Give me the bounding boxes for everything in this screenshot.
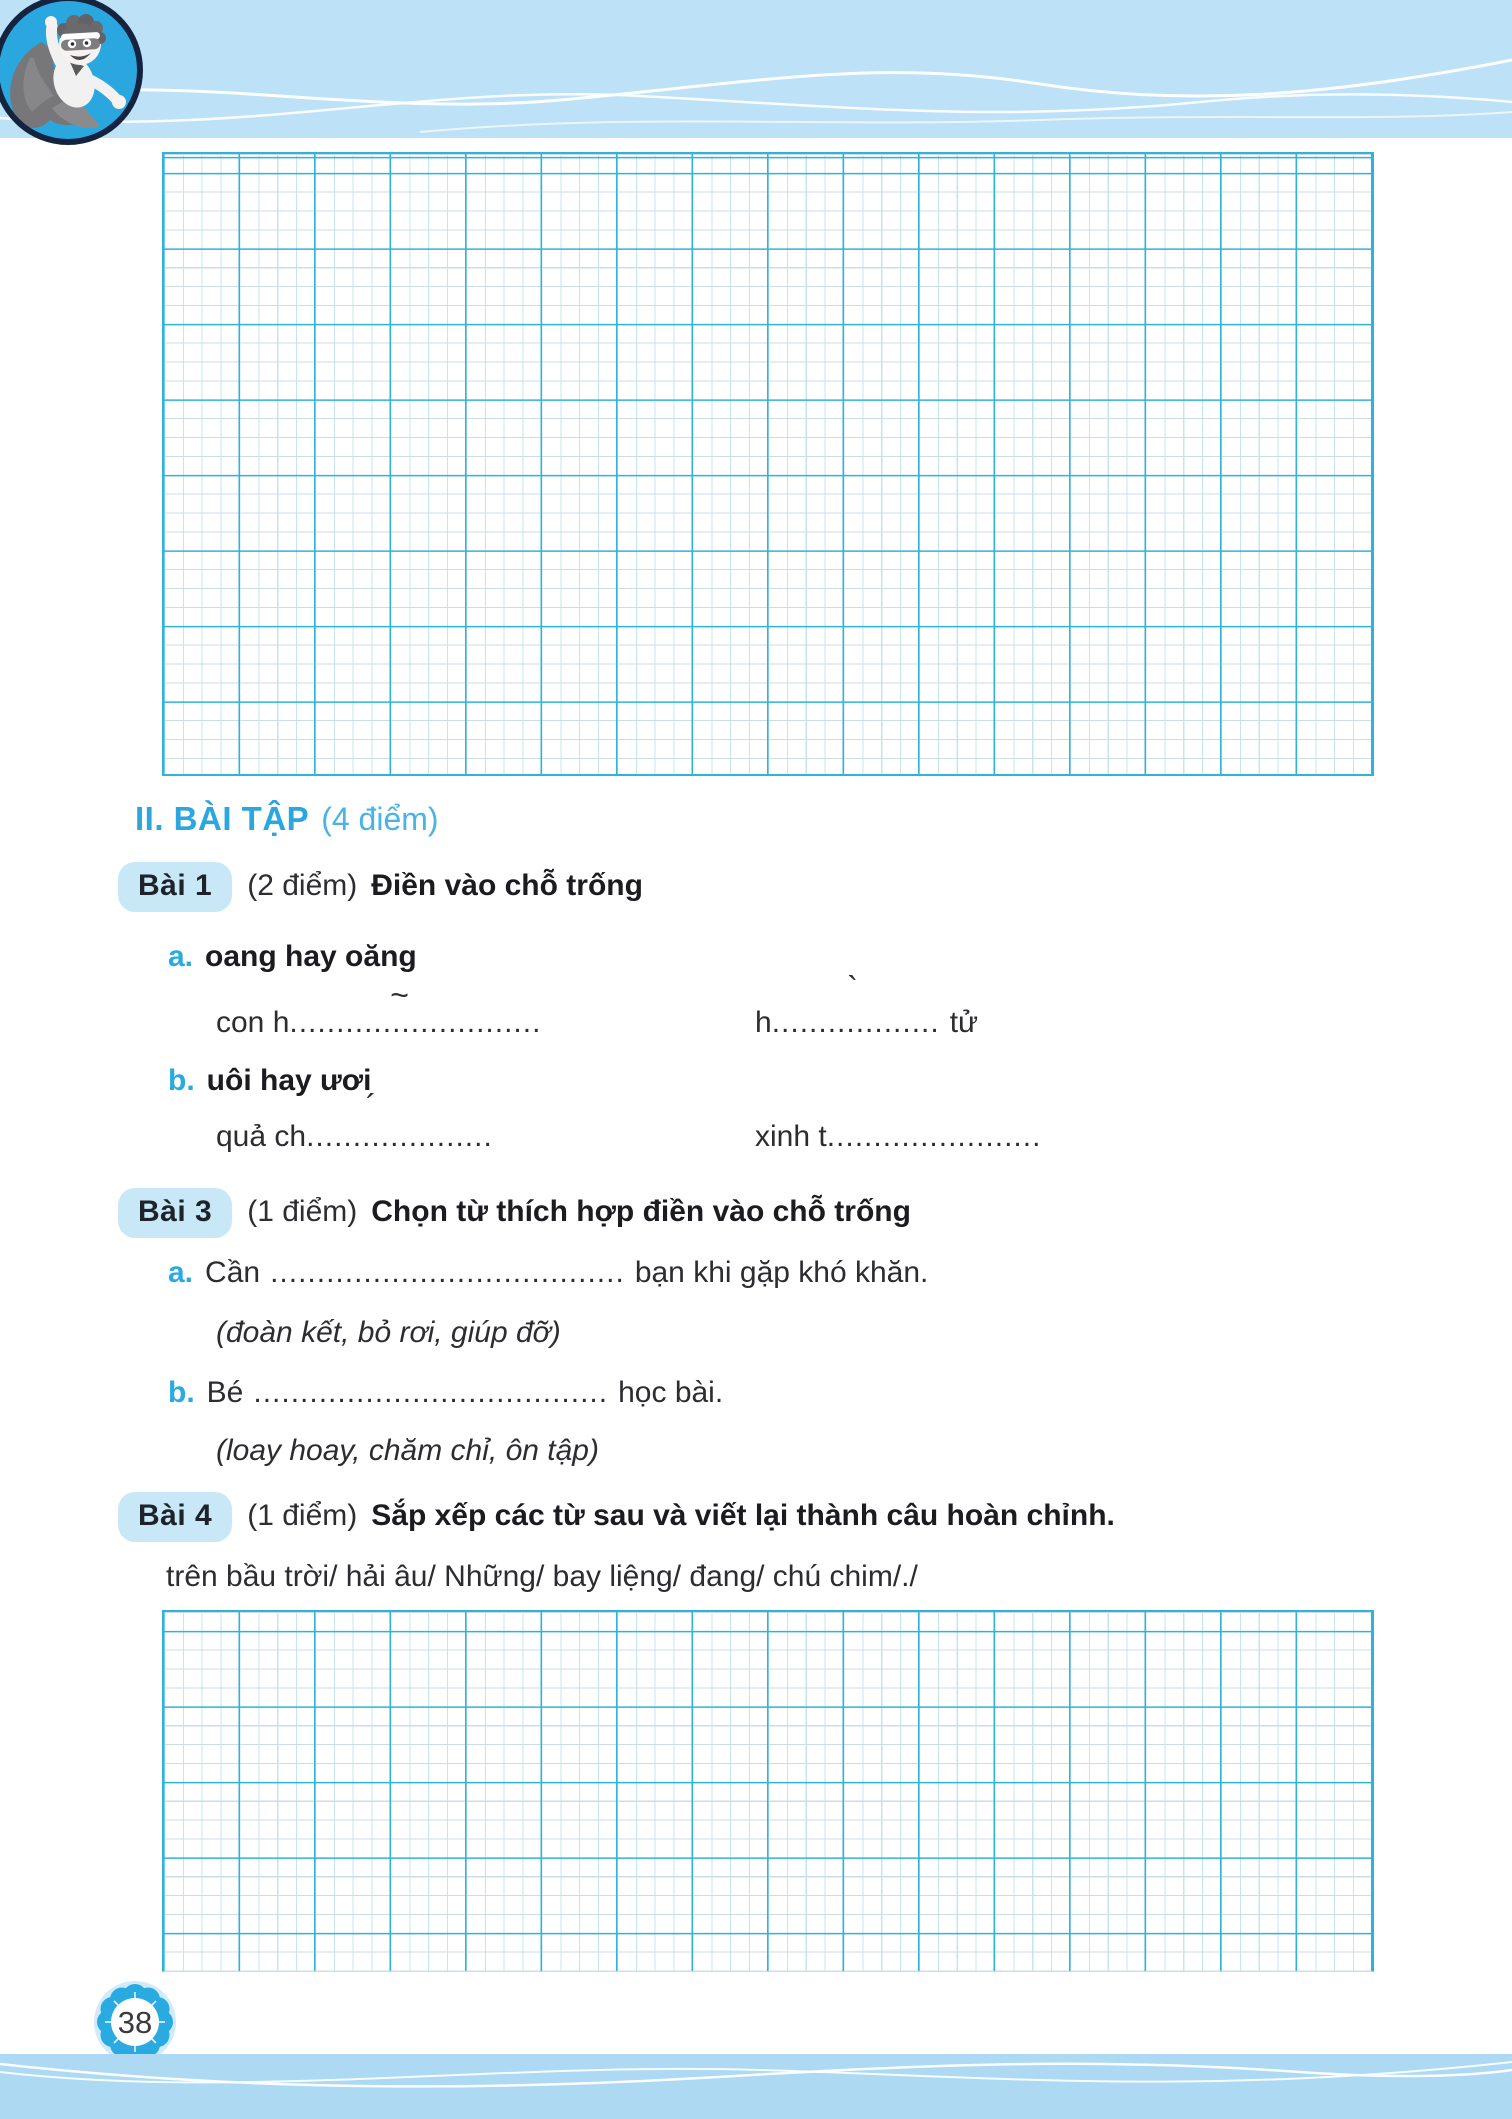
blank-prefix: xinh t bbox=[755, 1120, 827, 1153]
blank-suffix: tử bbox=[949, 1006, 979, 1039]
section-heading bbox=[135, 800, 439, 838]
dotted-blank bbox=[306, 1088, 493, 1154]
sentence-prefix: Cần bbox=[205, 1256, 261, 1289]
bai1-points: (2 điểm) bbox=[247, 869, 358, 902]
bai4-points: (1 điểm) bbox=[247, 1499, 358, 1532]
flower-page-badge-icon bbox=[93, 1980, 177, 2064]
bai4-title: Sắp xếp các từ sau và viết lại thành câu hoàn chỉnh. bbox=[371, 1499, 1115, 1532]
bai4-pill: Bài 4 bbox=[118, 1492, 232, 1542]
bai1-part-a-row bbox=[168, 940, 417, 974]
bai1-a-label: a. bbox=[168, 940, 194, 973]
sentence-suffix: bạn khi gặp khó khăn. bbox=[634, 1256, 929, 1289]
bai3-b-label: b. bbox=[168, 1376, 195, 1409]
word-bank-text: (đoàn kết, bỏ rơi, giúp đỡ) bbox=[216, 1316, 561, 1349]
header-wave-band bbox=[0, 0, 1512, 138]
dotted-blank bbox=[771, 970, 940, 1040]
word-bank-text: (loay hoay, chăm chỉ, ôn tập) bbox=[216, 1434, 599, 1467]
bai1-pill: Bài 1 bbox=[118, 862, 232, 912]
bai3-a-word-bank bbox=[216, 1316, 561, 1350]
dotted-blank bbox=[253, 1376, 608, 1410]
bai4-heading-row bbox=[118, 1492, 1115, 1542]
bai1-b-title: uôi hay ươi bbox=[206, 1064, 372, 1097]
bai3-points: (1 điểm) bbox=[247, 1195, 358, 1228]
page-number-badge bbox=[93, 1980, 177, 2064]
bai1-heading-row bbox=[118, 862, 643, 912]
bai1-a-blank-left bbox=[216, 977, 542, 1040]
bai4-word-list bbox=[166, 1560, 918, 1594]
handwriting-grid-bottom bbox=[162, 1610, 1374, 1972]
section-heading-points: (4 điểm) bbox=[321, 801, 439, 837]
dots-text: .................... bbox=[306, 1120, 493, 1153]
page-number: 38 bbox=[117, 2005, 153, 2040]
bai3-pill: Bài 3 bbox=[118, 1188, 232, 1238]
sentence-prefix: Bé bbox=[206, 1376, 244, 1409]
bai1-part-b-row bbox=[168, 1064, 371, 1098]
section-heading-label: II. BÀI TẬP bbox=[135, 800, 310, 837]
bai1-title: Điền vào chỗ trống bbox=[371, 869, 643, 902]
handwriting-grid-top bbox=[162, 152, 1374, 776]
tilde-accent-mark: ~ bbox=[390, 977, 410, 1013]
acute-accent-mark: ´ bbox=[365, 1088, 378, 1124]
word-list-text: trên bầu trời/ hải âu/ Những/ bay liệng/ đang/ chú chim/./ bbox=[166, 1560, 918, 1593]
blank-prefix: quả ch bbox=[216, 1120, 307, 1153]
dots-text: .................. bbox=[771, 1006, 940, 1039]
wave-lines-icon bbox=[0, 0, 1512, 138]
dotted-blank bbox=[270, 1256, 625, 1290]
bai3-title: Chọn từ thích hợp điền vào chỗ trống bbox=[371, 1195, 911, 1228]
bai1-a-blank-right bbox=[755, 970, 979, 1040]
bai3-b-word-bank bbox=[216, 1434, 599, 1468]
dots-text: ...................................... bbox=[253, 1376, 609, 1409]
blank-prefix: con h bbox=[216, 1006, 290, 1039]
bai1-b-blank-right bbox=[755, 1120, 1041, 1154]
dotted-blank bbox=[827, 1120, 1042, 1154]
superhero-boy-mascot-icon bbox=[0, 0, 154, 154]
bai3-a-label: a. bbox=[168, 1256, 194, 1289]
bai3-heading-row bbox=[118, 1188, 911, 1238]
blank-prefix: h bbox=[755, 1006, 772, 1039]
dots-text: ...................................... bbox=[270, 1256, 625, 1289]
dots-text: ....................... bbox=[826, 1120, 1042, 1153]
dots-text: ........................... bbox=[289, 1006, 542, 1039]
grave-accent-mark: ` bbox=[847, 970, 859, 1006]
wave-lines-icon bbox=[0, 2054, 1512, 2119]
bai1-a-title: oang hay oăng bbox=[205, 940, 417, 973]
bai3-part-b-row bbox=[168, 1376, 723, 1410]
bai3-part-a-row bbox=[168, 1256, 928, 1290]
sentence-suffix: học bài. bbox=[618, 1376, 724, 1409]
bai1-b-label: b. bbox=[168, 1064, 195, 1097]
mascot-circle bbox=[0, 0, 154, 154]
dotted-blank bbox=[289, 977, 542, 1040]
bai1-b-blank-left bbox=[216, 1088, 493, 1154]
footer-wave-band bbox=[0, 2054, 1512, 2119]
